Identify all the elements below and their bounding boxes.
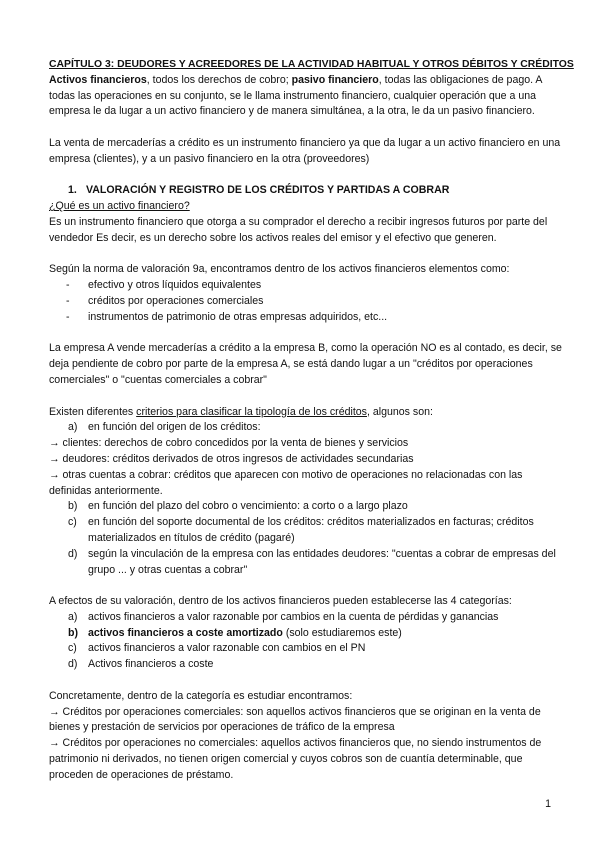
arrow-item: → Créditos por operaciones no comerciales: aquellos activos financieros que, no siendo instrumentos de patrimonio ni derivados, no tienen origen comercial y cuyos cobros son de cuantía determinable, que proceden de operaciones de préstamo. (49, 737, 542, 781)
concreto-intro: Concretamente, dentro de la categoría es estudiar encontramos: (49, 689, 353, 702)
list-item: - instrumentos de patrimonio de otras empresas adquiridos, etc... (49, 310, 565, 326)
list-item: a) activos financieros a valor razonable por cambios en la cuenta de pérdidas y ganancias (68, 610, 499, 623)
term-activos: Activos financieros (49, 73, 147, 86)
criterios-intro: Existen diferentes criterios para clasificar la tipología de los créditos, algunos son: (49, 405, 433, 418)
criterios-underlined: criterios para clasificar la tipología de los créditos (136, 405, 367, 418)
norma-list (49, 278, 565, 325)
list-item: - créditos por operaciones comerciales (49, 294, 565, 310)
chapter-title: CAPÍTULO 3: DEUDORES Y ACREEDORES DE LA ACTIVIDAD HABITUAL Y OTROS DÉBITOS Y CRÉDITOS (49, 59, 574, 70)
section-heading: 1. VALORACIÓN Y REGISTRO DE LOS CRÉDITOS Y PARTIDAS A COBRAR (68, 184, 450, 197)
list-item: - efectivo y otros líquidos equivalentes (49, 278, 565, 294)
example-paragraph: La empresa A vende mercaderías a crédito a la empresa B, como la operación NO es al contado, es decir, se deja pendiente de cobro por parte de la empresa A, se está dando lugar a un "créditos por operaciones comerciales" o "cuentas comerciales a cobrar" (49, 342, 562, 386)
criterios-list-a (49, 420, 565, 436)
arrow-item: → deudores: créditos derivados de otros ingresos de actividades secundarias (49, 452, 414, 465)
list-item: d) según la vinculación de la empresa con las entidades deudores: "cuentas a cobrar de empresas del grupo ... y otras cuentas a cobrar" (68, 547, 556, 576)
arrow-item: → otras cuentas a cobrar: créditos que aparecen con motivo de operaciones no relacionadas con las definidas anteriormente. (49, 468, 523, 497)
question-subheading: ¿Qué es un activo financiero? (49, 200, 190, 213)
term-pasivo: pasivo financiero (291, 73, 379, 86)
norma-intro: Según la norma de valoración 9a, encontramos dentro de los activos financieros elementos como: (49, 263, 510, 276)
categorias-intro: A efectos de su valoración, dentro de los activos financieros pueden establecerse las 4 categorías: (49, 595, 512, 608)
categorias-list (49, 610, 565, 673)
venta-paragraph: La venta de mercaderías a crédito es un instrumento financiero ya que da lugar a un activo financiero en una empresa (clientes), y a un pasivo financiero en la otra (proveedores) (49, 136, 561, 165)
arrow-item: → Créditos por operaciones comerciales: son aquellos activos financieros que se originan en la venta de bienes y prestación de servicios por operaciones de tráfico de la empresa (49, 705, 541, 734)
definition-paragraph: Es un instrumento financiero que otorga a su comprador el derecho a recibir ingresos futuros por parte del vendedor Es decir, es un derecho sobre los activos reales del emisor y el efectivo que generen. (49, 215, 548, 244)
list-item: d) Activos financieros a coste (68, 658, 214, 671)
list-item: b) activos financieros a coste amortizado (solo estudiaremos este) (68, 626, 402, 639)
list-item: a) en función del origen de los créditos: (68, 421, 261, 434)
criterios-list-rest (49, 499, 565, 578)
page-number: 1 (545, 798, 551, 810)
intro-paragraph: Activos financieros, todos los derechos de cobro; pasivo financiero, todas las obligaciones de pago. A todas las operaciones en su conjunto, se le llama instrumento financiero, cualquier operación que a una empresa le da lugar a un activo financiero y de manera simultánea, a la otra, le da un pasivo financiero. (49, 73, 542, 118)
list-item: c) activos financieros a valor razonable con cambios en el PN (68, 642, 366, 655)
list-item: b) en función del plazo del cobro o vencimiento: a corto o a largo plazo (68, 500, 408, 513)
arrow-item: → clientes: derechos de cobro concedidos por la venta de bienes y servicios (49, 437, 409, 450)
document-page (49, 57, 574, 784)
list-item: c) en función del soporte documental de los créditos: créditos materializados en facturas; créditos materializados en títulos de crédito (pagaré) (68, 516, 534, 544)
